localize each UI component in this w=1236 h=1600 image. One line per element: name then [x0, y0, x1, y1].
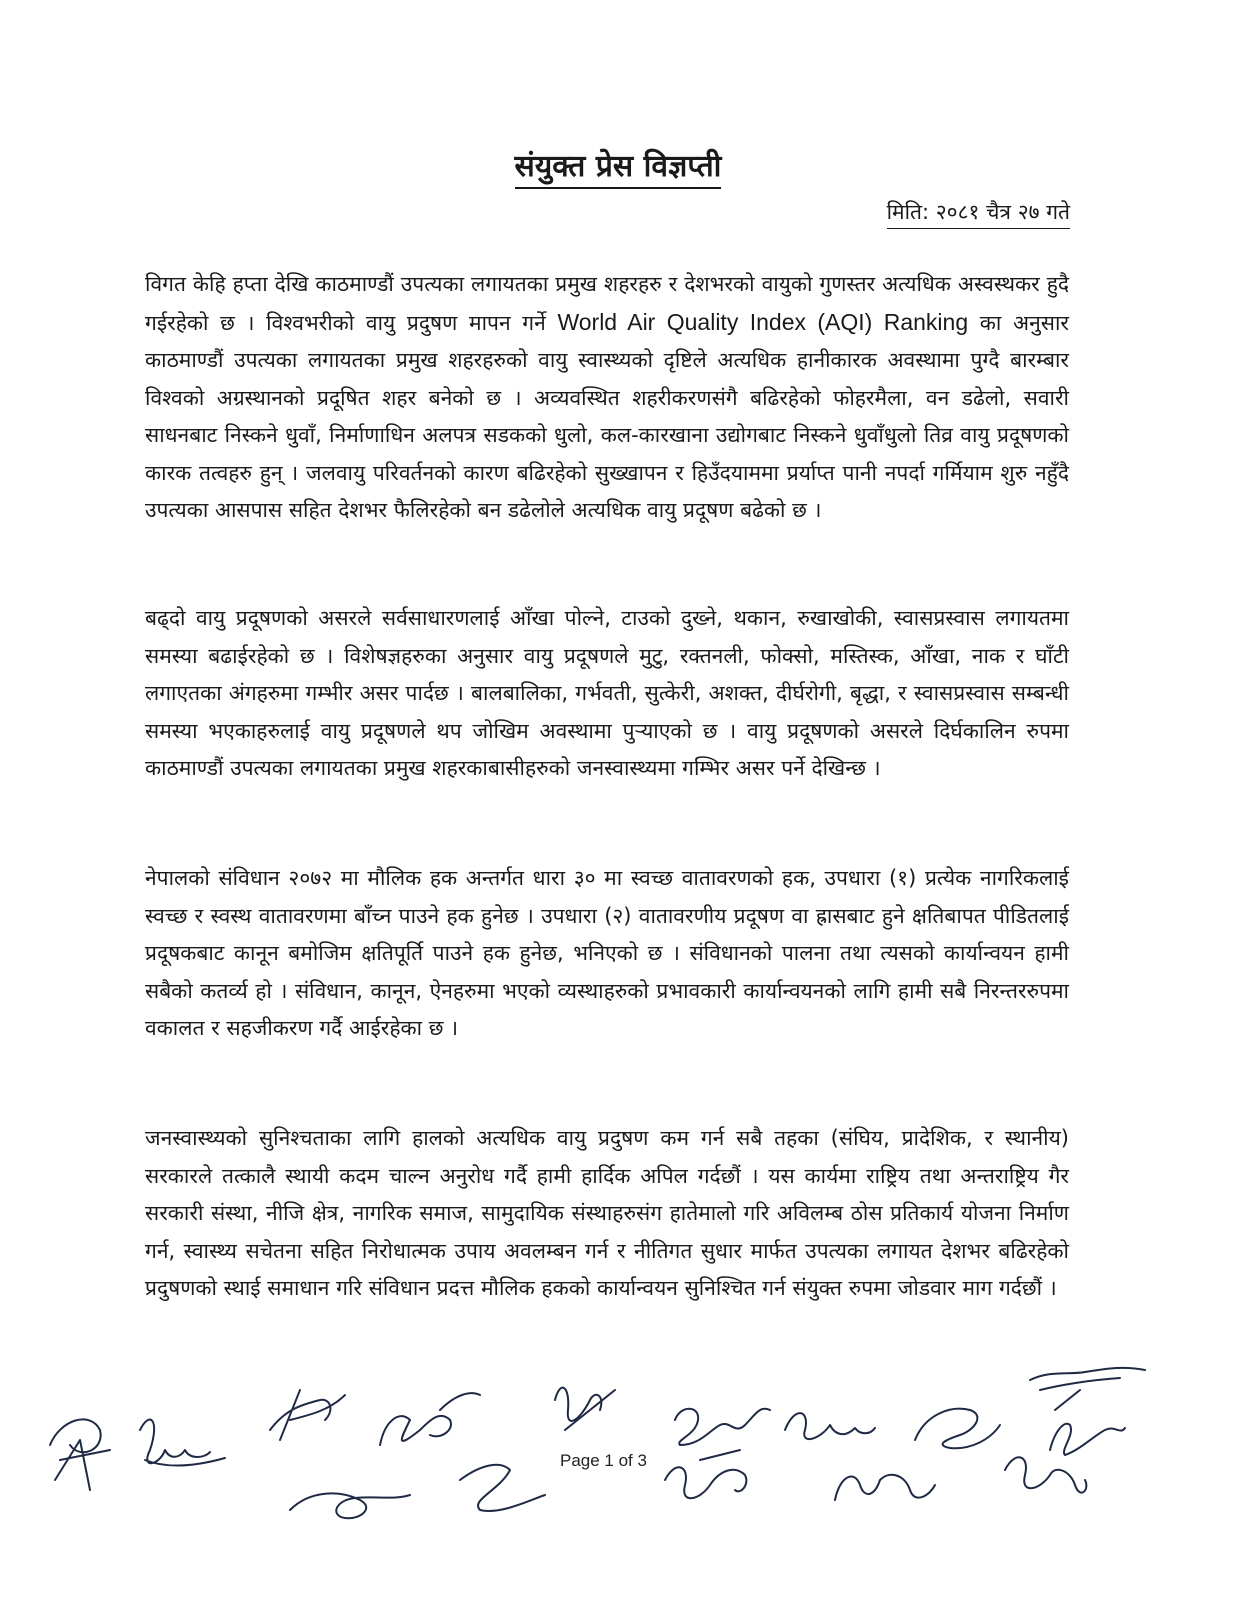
signature-2 — [140, 1420, 225, 1466]
signature-1 — [50, 1419, 110, 1490]
aqi-ranking-reference: World Air Quality Index (AQI) Ranking — [557, 308, 969, 335]
page-number: Page 1 of 3 — [560, 1451, 647, 1470]
signature-13 — [665, 1450, 746, 1498]
signature-3 — [270, 1390, 345, 1440]
page-title — [0, 144, 1236, 185]
signature-15 — [1005, 1457, 1086, 1492]
signature-6 — [675, 1409, 770, 1445]
signature-4 — [380, 1393, 480, 1445]
paragraph-health-impact: बढ्दो वायु प्रदूषणको असरले सर्वसाधारणलाई आँखा पोल्ने, टाउको दुख्ने, थकान, रुखाखोकी, स्वासप्रस्वास लगायतमा समस्या बढाईरहेको छ । विशेषज्ञहरुका अनुसार वायु प्रदूषणले मुटु, रक्तनली, फोक्सो, मस्तिस्क, आँखा, नाक र घाँटी लगाएतका अंगहरुमा गम्भीर असर पार्दछ । बालबालिका, गर्भवती, सुत्केरी, अशक्त, दीर्घरोगी, बृद्धा, र स्वासप्रस्वास सम्बन्धी समस्या भएकाहरुलाई वायु प्रदूषणले थप जोखिम अवस्थामा पुऱ्याएको छ । वायु प्रदूषणको असरले दिर्घकालिन रुपमा काठमाण्डौं उपत्यका लगायतका प्रमुख शहरकाबासीहरुको जनस्वास्थ्यमा गम्भिर असर पर्ने देखिन्छ । — [145, 606, 1069, 780]
signature-14 — [835, 1475, 935, 1500]
signature-9 — [1030, 1368, 1145, 1410]
paragraph-air-quality — [145, 266, 1069, 530]
signature-5 — [555, 1388, 615, 1430]
signature-10 — [1050, 1424, 1125, 1455]
signature-11 — [290, 1493, 410, 1518]
signature-8 — [915, 1409, 1000, 1449]
page-title-text: संयुक्त प्रेस विज्ञप्ती — [515, 149, 722, 189]
paragraph-1-part-a: विगत केहि हप्ता देखि काठमाण्डौं उपत्यका लगायतका प्रमुख शहरहरु र देशभरको वायुको गुणस्तर अत्यधिक अस्वस्थकर हुदै गईरहेको छ । विश्वभरीको वायु प्रदुषण मापन गर्ने — [145, 272, 1069, 335]
document-date: मिति: २०८१ चैत्र २७ गते — [887, 198, 1070, 229]
signature-12 — [460, 1465, 545, 1511]
signatures-area — [0, 1350, 1236, 1600]
paragraph-constitution: नेपालको संविधान २०७२ मा मौलिक हक अन्तर्गत धारा ३० मा स्वच्छ वातावरणको हक, उपधारा (१) प्रत्येक नागरिकलाई स्वच्छ र स्वस्थ वातावरणमा बाँच्न पाउने हक हुनेछ । उपधारा (२) वातावरणीय प्रदूषण वा ह्रासबाट हुने क्षतिबापत पीडितलाई प्रदूषकबाट कानून बमोजिम क्षतिपूर्ति पाउने हक हुनेछ, भनिएको छ । संविधानको पालना तथा त्यसको कार्यान्वयन हामी सबैको कतर्व्य हो । संविधान, कानून, ऐनहरुमा भएको व्यस्थाहरुको प्रभावकारी कार्यान्वयनको लागि हामी सबै निरन्तररुपमा वकालत र सहजीकरण गर्दै आईरहेका छ । — [145, 866, 1070, 1040]
paragraph-1-part-b: का अनुसार काठमाण्डौं उपत्यका लगायतका प्रमुख शहरहरुको वायु स्वास्थ्यको दृष्टिले अत्यधिक हानीकारक अवस्थामा पुग्दै बारम्बार विश्वको अग्रस्थानको प्रदूषित शहर बनेको छ । अव्यवस्थित शहरीकरणसंगै बढिरहेको फोहरमैला, वन डढेलो, सवारी साधनबाट निस्कने धुवाँ, निर्माणाधिन अलपत्र सडकको धुलो, कल-कारखाना उद्योगबाट निस्कने धुवाँधुलो तिव्र वायु प्रदूषणको कारक तत्वहरु हुन् । जलवायु परिवर्तनको कारण बढिरहेको सुख्खापन र हिउँदयाममा प्रर्याप्त पानी नपर्दा गर्मियाम शुरु नहुँदै उपत्यका आसपास सहित देशभर फैलिरहेको बन डढेलोले अत्यधिक वायु प्रदूषण बढेको छ । — [145, 310, 1069, 522]
paragraph-appeal: जनस्वास्थ्यको सुनिश्चताका लागि हालको अत्यधिक वायु प्रदुषण कम गर्न सबै तहका (संघिय, प्रादेशिक, र स्थानीय) सरकारले तत्कालै स्थायी कदम चाल्न अनुरोध गर्दै हामी हार्दिक अपिल गर्दछौं । यस कार्यमा राष्ट्रिय तथा अन्तराष्ट्रिय गैर सरकारी संस्था, नीजि क्षेत्र, नागरिक समाज, सामुदायिक संस्थाहरुसंग हातेमालो गरि अविलम्ब ठोस प्रतिकार्य योजना निर्माण गर्न, स्वास्थ्य सचेतना सहित निरोधात्मक उपाय अवलम्बन गर्न र नीतिगत सुधार मार्फत उपत्यका लगायत देशभर बढिरहेको प्रदुषणको स्थाई समाधान गरि संविधान प्रदत्त मौलिक हकको कार्यान्वयन सुनिश्चित गर्न संयुक्त रुपमा जोडवार माग गर्दछौं । — [145, 1126, 1069, 1300]
signature-7 — [785, 1413, 875, 1439]
